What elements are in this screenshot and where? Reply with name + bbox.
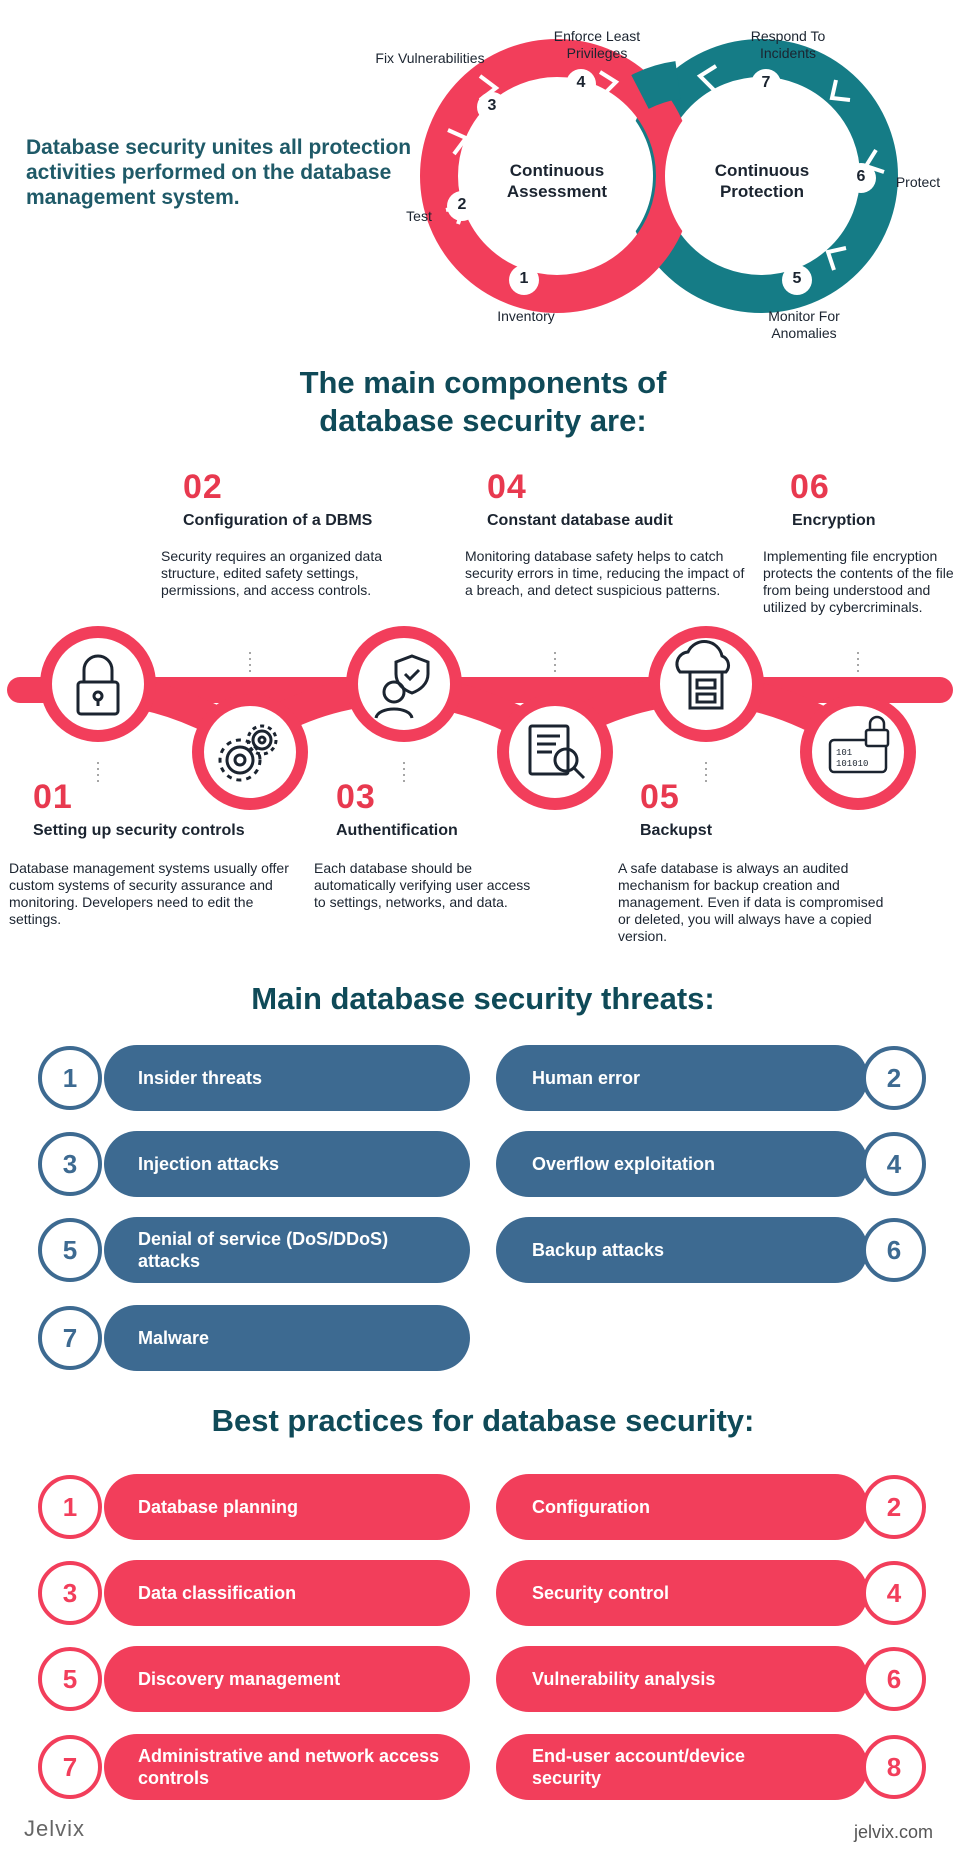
node-4 <box>503 700 607 804</box>
threat-7-number: 7 <box>38 1306 102 1370</box>
threat-3-number: 3 <box>38 1132 102 1196</box>
component-04-number: 04 <box>487 468 527 506</box>
threat-3-label: Injection attacks <box>104 1131 470 1197</box>
step-label-protect: Protect <box>895 174 941 190</box>
step-label-monitor: Monitor For Anomalies <box>768 308 840 341</box>
step-5-number: 5 <box>792 270 802 287</box>
threat-6-number: 6 <box>862 1218 926 1282</box>
step-label-test: Test <box>406 208 432 224</box>
practice-2-number: 2 <box>862 1475 926 1539</box>
protection-title: Continuous Protection <box>714 161 810 201</box>
component-06-title: Encryption <box>792 512 876 529</box>
binary-text: 101 101010 <box>836 748 869 769</box>
practice-4-number: 4 <box>862 1561 926 1625</box>
step-label-inventory: Inventory <box>497 308 555 324</box>
threat-5-number: 5 <box>38 1218 102 1282</box>
step-2-number: 2 <box>457 196 467 213</box>
practice-6-number: 6 <box>862 1647 926 1711</box>
component-02-desc: Security requires an organized data structure, edited safety settings, permissions, and access controls. <box>161 548 383 598</box>
footer-url[interactable]: jelvix.com <box>854 1822 934 1842</box>
threat-5-label: Denial of service (DoS/DDoS) attacks <box>104 1217 470 1283</box>
practice-5-label: Discovery management <box>104 1646 470 1712</box>
component-06-number: 06 <box>790 468 830 506</box>
component-03-desc: Each database should be automatically verifying user access to settings, networks, and data. <box>314 860 531 910</box>
step-label-fix: Fix Vulnerabilities <box>375 50 485 66</box>
component-01-title: Setting up security controls <box>33 822 245 839</box>
component-01-number: 01 <box>33 778 73 816</box>
step-7-number: 7 <box>761 74 771 91</box>
threat-2-label: Human error <box>496 1045 868 1111</box>
component-04-title: Constant database audit <box>487 512 673 529</box>
threats-heading: Main database security threats: <box>251 981 715 1016</box>
practice-1-number: 1 <box>38 1475 102 1539</box>
practice-2-label: Configuration <box>496 1474 868 1540</box>
practice-8-label: End-user account/device security <box>496 1734 868 1800</box>
threat-1-label: Insider threats <box>104 1045 470 1111</box>
threat-6-label: Backup attacks <box>496 1217 868 1283</box>
step-label-respond: Respond To Incidents <box>750 28 826 61</box>
component-05-number: 05 <box>640 778 680 816</box>
practice-1-label: Database planning <box>104 1474 470 1540</box>
component-03-title: Authentification <box>336 822 458 839</box>
threat-4-label: Overflow exploitation <box>496 1131 868 1197</box>
practice-7-number: 7 <box>38 1735 102 1799</box>
step-1-number: 1 <box>519 270 529 287</box>
practice-3-label: Data classification <box>104 1560 470 1626</box>
component-02-title: Configuration of a DBMS <box>183 512 373 529</box>
component-05-desc: A safe database is always an audited mechanism for backup creation and management. Even if data is compromised or deleted, you will always have a copied version. <box>618 860 884 944</box>
component-02-number: 02 <box>183 468 223 506</box>
threat-7-label: Malware <box>104 1305 470 1371</box>
practice-6-label: Vulnerability analysis <box>496 1646 868 1712</box>
components-heading: The main components of database security are: <box>299 365 667 438</box>
step-3-number: 3 <box>487 97 497 114</box>
node-1 <box>46 632 150 736</box>
assessment-title: Continuous Assessment <box>506 161 608 201</box>
component-01-desc: Database management systems usually offer custom systems of security assurance and monitoring. Developers need to edit the settings. <box>9 860 289 927</box>
node-3 <box>352 632 456 736</box>
step-6-number: 6 <box>856 168 866 185</box>
practice-5-number: 5 <box>38 1647 102 1711</box>
practices-heading: Best practices for database security: <box>211 1403 755 1438</box>
practice-3-number: 3 <box>38 1561 102 1625</box>
step-4-number: 4 <box>576 74 586 91</box>
step-label-enforce: Enforce Least Privileges <box>553 28 641 61</box>
component-06-desc: Implementing file encryption protects the contents of the file from being understood and utilized by cybercriminals. <box>763 548 954 615</box>
threat-2-number: 2 <box>862 1046 926 1110</box>
components-chain <box>0 600 966 840</box>
component-04-desc: Monitoring database safety helps to catch security errors in time, reducing the impact of a breach, and detect suspicious patterns. <box>465 548 745 598</box>
practice-4-label: Security control <box>496 1560 868 1626</box>
component-05-title: Backupst <box>640 822 713 839</box>
brand-logo: Jelvix <box>24 1816 86 1841</box>
node-5 <box>654 632 758 736</box>
component-03-number: 03 <box>336 778 376 816</box>
practice-8-number: 8 <box>862 1735 926 1799</box>
threat-1-number: 1 <box>38 1046 102 1110</box>
practice-7-label: Administrative and network access controls <box>104 1734 470 1800</box>
threat-4-number: 4 <box>862 1132 926 1196</box>
intro-text: Database security unites all protection activities performed on the database management system. <box>26 136 412 209</box>
